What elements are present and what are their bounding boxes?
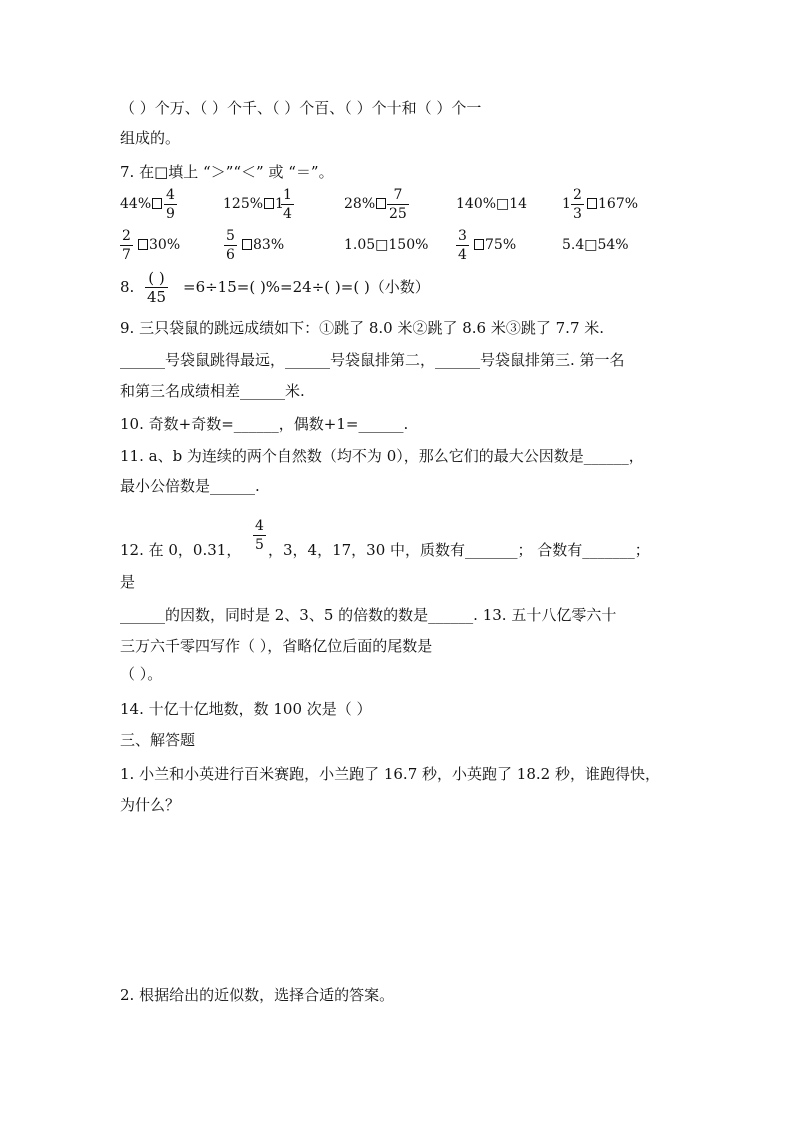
q7-r1b-fraction bbox=[281, 187, 294, 222]
q12-before: 12. 在 0，0.31， bbox=[120, 541, 242, 559]
compare-box[interactable] bbox=[474, 239, 484, 250]
q7-r1a-fraction bbox=[164, 187, 177, 222]
q12-fraction bbox=[253, 518, 266, 553]
q14-text: 14. 十亿十亿地数，数 100 次是（ ） bbox=[120, 700, 372, 718]
compare-box[interactable] bbox=[242, 239, 252, 250]
numerator: 4 bbox=[166, 187, 175, 203]
q9-line3: 和第三名成绩相差______米. bbox=[120, 382, 305, 400]
numerator: 3 bbox=[458, 228, 467, 244]
q6-line1: （ ）个万、（ ）个千、（ ）个百、（ ）个十和（ ）个一 bbox=[120, 99, 482, 117]
q12-line2: 是 bbox=[120, 573, 136, 591]
q7-r2a-suffix: 30% bbox=[137, 237, 180, 253]
q7-r1a-prefix: 44% bbox=[120, 196, 163, 212]
q7-r2b-fraction bbox=[224, 228, 237, 263]
numerator: 2 bbox=[122, 228, 131, 244]
q7-r1c-prefix: 28% bbox=[344, 196, 387, 212]
q8-label: 8. bbox=[120, 278, 135, 296]
denominator: 9 bbox=[166, 206, 175, 222]
compare-box[interactable] bbox=[376, 198, 386, 209]
denominator: 4 bbox=[283, 206, 292, 222]
q11-line2: 最小公倍数是______. bbox=[120, 477, 260, 495]
q13-line1: 三万六千零四写作（ ），省略亿位后面的尾数是 bbox=[120, 637, 433, 655]
problem2-text: 2. 根据给出的近似数，选择合适的答案。 bbox=[120, 986, 395, 1004]
q7-r1e-suffix: 167% bbox=[586, 196, 638, 212]
q7-r1b-prefix: 125% 1 bbox=[223, 196, 284, 212]
denominator: 45 bbox=[147, 288, 167, 306]
q7-r2e: 5.4□54% bbox=[562, 237, 629, 253]
q11-line1: 11. a、b 为连续的两个自然数（均不为 0），那么它们的最大公因数是______， bbox=[120, 447, 644, 465]
q13-line2: （ ）。 bbox=[120, 665, 163, 683]
compare-box[interactable] bbox=[152, 198, 162, 209]
denominator: 7 bbox=[122, 247, 131, 263]
numerator: 7 bbox=[393, 187, 403, 203]
q7-title: 7. 在□填上 “＞”“＜” 或 “＝”。 bbox=[120, 163, 334, 181]
numerator: 2 bbox=[573, 187, 582, 203]
q12-after: ，3，4，17，30 中，质数有_______； 合数有_______； bbox=[268, 541, 650, 559]
compare-box[interactable] bbox=[264, 198, 274, 209]
problem1-line1: 1. 小兰和小英进行百米赛跑，小兰跑了 16.7 秒，小英跑了 18.2 秒，谁跑得快， bbox=[120, 765, 660, 783]
denominator: 3 bbox=[573, 206, 582, 222]
problem1-line2: 为什么？ bbox=[120, 796, 181, 814]
q12-line3: ______的因数，同时是 2、3、5 的倍数的数是______. 13. 五十八亿零六十 bbox=[120, 606, 617, 624]
q6-line2: 组成的。 bbox=[120, 129, 181, 147]
q9-line2: ______号袋鼠跳得最远，______号袋鼠排第二，______号袋鼠排第三. 第一名 bbox=[120, 351, 625, 369]
denominator: 6 bbox=[226, 247, 235, 263]
q9-line1: 9. 三只袋鼠的跳远成绩如下：①跳了 8.0 米②跳了 8.6 米③跳了 7.7 米. bbox=[120, 319, 605, 337]
numerator: 1 bbox=[283, 187, 292, 203]
q10-text: 10. 奇数+奇数=______，偶数+1=______. bbox=[120, 415, 409, 433]
q7-r1e-fraction bbox=[571, 187, 584, 222]
denominator: 5 bbox=[255, 537, 264, 553]
numerator: 5 bbox=[226, 228, 235, 244]
q7-r2c: 1.05□150% bbox=[344, 237, 429, 253]
q7-r1d: 140%□14 bbox=[456, 196, 528, 212]
denominator: 25 bbox=[389, 206, 407, 222]
q8-rest: =6÷15=( )%=24÷( )=( )（小数） bbox=[183, 278, 430, 296]
compare-box[interactable] bbox=[138, 239, 148, 250]
denominator: 4 bbox=[458, 247, 467, 263]
q7-r2b-suffix: 83% bbox=[241, 237, 284, 253]
numerator: 4 bbox=[255, 518, 264, 534]
compare-box[interactable] bbox=[587, 198, 597, 209]
q7-r1c-fraction bbox=[387, 187, 409, 222]
numerator: ( ) bbox=[148, 269, 165, 287]
q8-fraction bbox=[145, 270, 168, 305]
q7-r1e-whole: 1 bbox=[562, 196, 571, 212]
section3-title: 三、解答题 bbox=[120, 731, 196, 749]
q7-r2a-fraction bbox=[120, 228, 133, 263]
q7-r2d-fraction bbox=[456, 228, 469, 263]
q7-r2d-suffix: 75% bbox=[473, 237, 516, 253]
